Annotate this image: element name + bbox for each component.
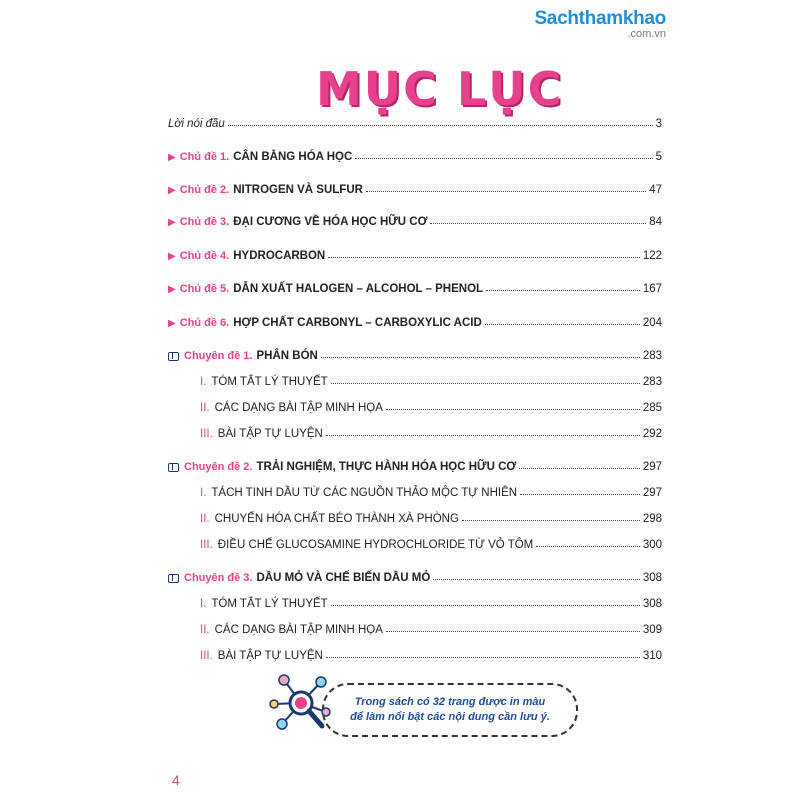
roman-numeral: II. bbox=[200, 513, 210, 525]
toc-row-chuyen-de-2[interactable] bbox=[168, 455, 662, 473]
leader-dots bbox=[328, 257, 640, 258]
book-icon bbox=[168, 463, 179, 472]
book-icon bbox=[168, 574, 179, 583]
chuyen-de-prefix: Chuyên đề 2. bbox=[184, 461, 253, 473]
leader-dots bbox=[331, 605, 640, 606]
book-icon bbox=[168, 352, 179, 361]
toc-title: TRẢI NGHIỆM, THỰC HÀNH HÓA HỌC HỮU CƠ bbox=[256, 461, 517, 473]
arrow-icon: ▶ bbox=[168, 184, 176, 196]
leader-dots bbox=[355, 158, 652, 159]
toc-row-sub[interactable] bbox=[168, 422, 662, 440]
roman-numeral: II. bbox=[200, 402, 210, 414]
toc-title: ĐIỀU CHẾ GLUCOSAMINE HYDROCHLORIDE TỪ VỎ TÔM bbox=[217, 539, 534, 551]
leader-dots bbox=[462, 520, 640, 521]
toc-row-sub[interactable] bbox=[168, 370, 662, 388]
toc-page: 308 bbox=[642, 572, 662, 584]
toc-page: 5 bbox=[655, 151, 662, 163]
arrow-icon: ▶ bbox=[168, 151, 176, 163]
toc-row-chuyen-de-3[interactable] bbox=[168, 566, 662, 584]
toc-page: 84 bbox=[649, 216, 662, 228]
toc-row-chu-de-1[interactable] bbox=[168, 145, 662, 163]
roman-numeral: I. bbox=[200, 487, 207, 499]
leader-dots bbox=[486, 290, 640, 291]
leader-dots bbox=[228, 125, 653, 126]
roman-numeral: III. bbox=[200, 428, 213, 440]
leader-dots bbox=[366, 191, 646, 192]
toc-page: 3 bbox=[655, 118, 662, 130]
toc-title: CÁC DẠNG BÀI TẬP MINH HỌA bbox=[214, 402, 383, 414]
arrow-icon: ▶ bbox=[168, 283, 176, 295]
toc-title: ĐẠI CƯƠNG VỀ HÓA HỌC HỮU CƠ bbox=[233, 216, 428, 228]
toc-page: 167 bbox=[642, 283, 662, 295]
toc-row-sub[interactable] bbox=[168, 533, 662, 551]
toc-page: 297 bbox=[642, 461, 662, 473]
leader-dots bbox=[433, 579, 640, 580]
toc-page: 308 bbox=[642, 598, 662, 610]
toc-row-sub[interactable] bbox=[168, 481, 662, 499]
toc-title: TÓM TẮT LÝ THUYẾT bbox=[211, 598, 328, 610]
toc-label: Lời nói đầu bbox=[168, 118, 225, 130]
leader-dots bbox=[386, 409, 640, 410]
color-pages-note bbox=[322, 683, 578, 737]
leader-dots bbox=[520, 494, 640, 495]
toc-title: DẪN XUẤT HALOGEN – ALCOHOL – PHENOL bbox=[233, 283, 484, 295]
leader-dots bbox=[519, 468, 640, 469]
chu-de-prefix: Chủ đề 1. bbox=[179, 151, 230, 163]
chu-de-prefix: Chủ đề 5. bbox=[179, 283, 230, 295]
toc-row-intro[interactable] bbox=[168, 112, 662, 130]
toc-row-chu-de-4[interactable] bbox=[168, 244, 662, 262]
note-line-2: để làm nổi bật các nội dung cần lưu ý. bbox=[350, 711, 550, 723]
toc-page: 300 bbox=[642, 539, 662, 551]
toc-page: 283 bbox=[642, 376, 662, 388]
note-line-1: Trong sách có 32 trang được in màu bbox=[354, 696, 546, 708]
toc-page: 285 bbox=[642, 402, 662, 414]
toc-title: TÓM TẮT LÝ THUYẾT bbox=[211, 376, 328, 388]
toc-row-sub[interactable] bbox=[168, 396, 662, 414]
toc-title: DẦU MỎ VÀ CHẾ BIẾN DẦU MỎ bbox=[256, 572, 431, 584]
leader-dots bbox=[326, 657, 640, 658]
chu-de-prefix: Chủ đề 2. bbox=[179, 184, 230, 196]
toc-page: 298 bbox=[642, 513, 662, 525]
toc-title: BÀI TẬP TỰ LUYỆN bbox=[217, 650, 323, 662]
toc-row-sub[interactable] bbox=[168, 644, 662, 662]
toc-title: TÁCH TINH DẦU TỪ CÁC NGUỒN THẢO MỘC TỰ NHIÊN bbox=[211, 487, 518, 499]
watermark bbox=[516, 8, 666, 40]
toc-row-chu-de-6[interactable] bbox=[168, 311, 662, 329]
toc-title: CÁC DẠNG BÀI TẬP MINH HỌA bbox=[214, 624, 383, 636]
leader-dots bbox=[430, 223, 646, 224]
toc-title: PHÂN BÓN bbox=[256, 350, 318, 362]
toc-row-sub[interactable] bbox=[168, 592, 662, 610]
toc-page: 122 bbox=[642, 250, 662, 262]
toc-row-chuyen-de-1[interactable] bbox=[168, 344, 662, 362]
toc-row-sub[interactable] bbox=[168, 507, 662, 525]
leader-dots bbox=[326, 435, 640, 436]
leader-dots bbox=[536, 546, 640, 547]
toc-row-chu-de-2[interactable] bbox=[168, 178, 662, 196]
roman-numeral: III. bbox=[200, 650, 213, 662]
roman-numeral: II. bbox=[200, 624, 210, 636]
leader-dots bbox=[321, 357, 640, 358]
toc-title: HỢP CHẤT CARBONYL – CARBOXYLIC ACID bbox=[233, 317, 482, 329]
leader-dots bbox=[331, 383, 640, 384]
page-number: 4 bbox=[172, 772, 180, 788]
chu-de-prefix: Chủ đề 6. bbox=[179, 317, 230, 329]
watermark-main: Sachthamkhao bbox=[534, 8, 666, 29]
toc-row-chu-de-3[interactable] bbox=[168, 210, 662, 228]
chuyen-de-prefix: Chuyên đề 3. bbox=[184, 572, 253, 584]
toc-row-chu-de-5[interactable] bbox=[168, 277, 662, 295]
toc-page: 297 bbox=[642, 487, 662, 499]
toc-page: 204 bbox=[642, 317, 662, 329]
leader-dots bbox=[485, 324, 640, 325]
roman-numeral: III. bbox=[200, 539, 213, 551]
arrow-icon: ▶ bbox=[168, 250, 176, 262]
molecule-magnifier-icon bbox=[266, 668, 336, 738]
chu-de-prefix: Chủ đề 4. bbox=[179, 250, 230, 262]
arrow-icon: ▶ bbox=[168, 317, 176, 329]
toc-title: CÂN BẰNG HÓA HỌC bbox=[233, 151, 353, 163]
page-title: MỤC LỤC bbox=[316, 62, 564, 116]
chu-de-prefix: Chủ đề 3. bbox=[179, 216, 230, 228]
leader-dots bbox=[386, 631, 640, 632]
toc-title: CHUYỂN HÓA CHẤT BÉO THÀNH XÀ PHÒNG bbox=[214, 513, 459, 525]
toc-page: 292 bbox=[642, 428, 662, 440]
roman-numeral: I. bbox=[200, 376, 207, 388]
toc-page: 309 bbox=[642, 624, 662, 636]
watermark-sub: .com.vn bbox=[627, 28, 666, 40]
roman-numeral: I. bbox=[200, 598, 207, 610]
toc-page: 310 bbox=[642, 650, 662, 662]
toc-row-sub[interactable] bbox=[168, 618, 662, 636]
chuyen-de-prefix: Chuyên đề 1. bbox=[184, 350, 253, 362]
toc-page: 47 bbox=[649, 184, 662, 196]
toc-title: HYDROCARBON bbox=[233, 250, 326, 262]
toc-title: BÀI TẬP TỰ LUYỆN bbox=[217, 428, 323, 440]
arrow-icon: ▶ bbox=[168, 216, 176, 228]
toc-title: NITROGEN VÀ SULFUR bbox=[233, 184, 363, 196]
toc-page: 283 bbox=[642, 350, 662, 362]
